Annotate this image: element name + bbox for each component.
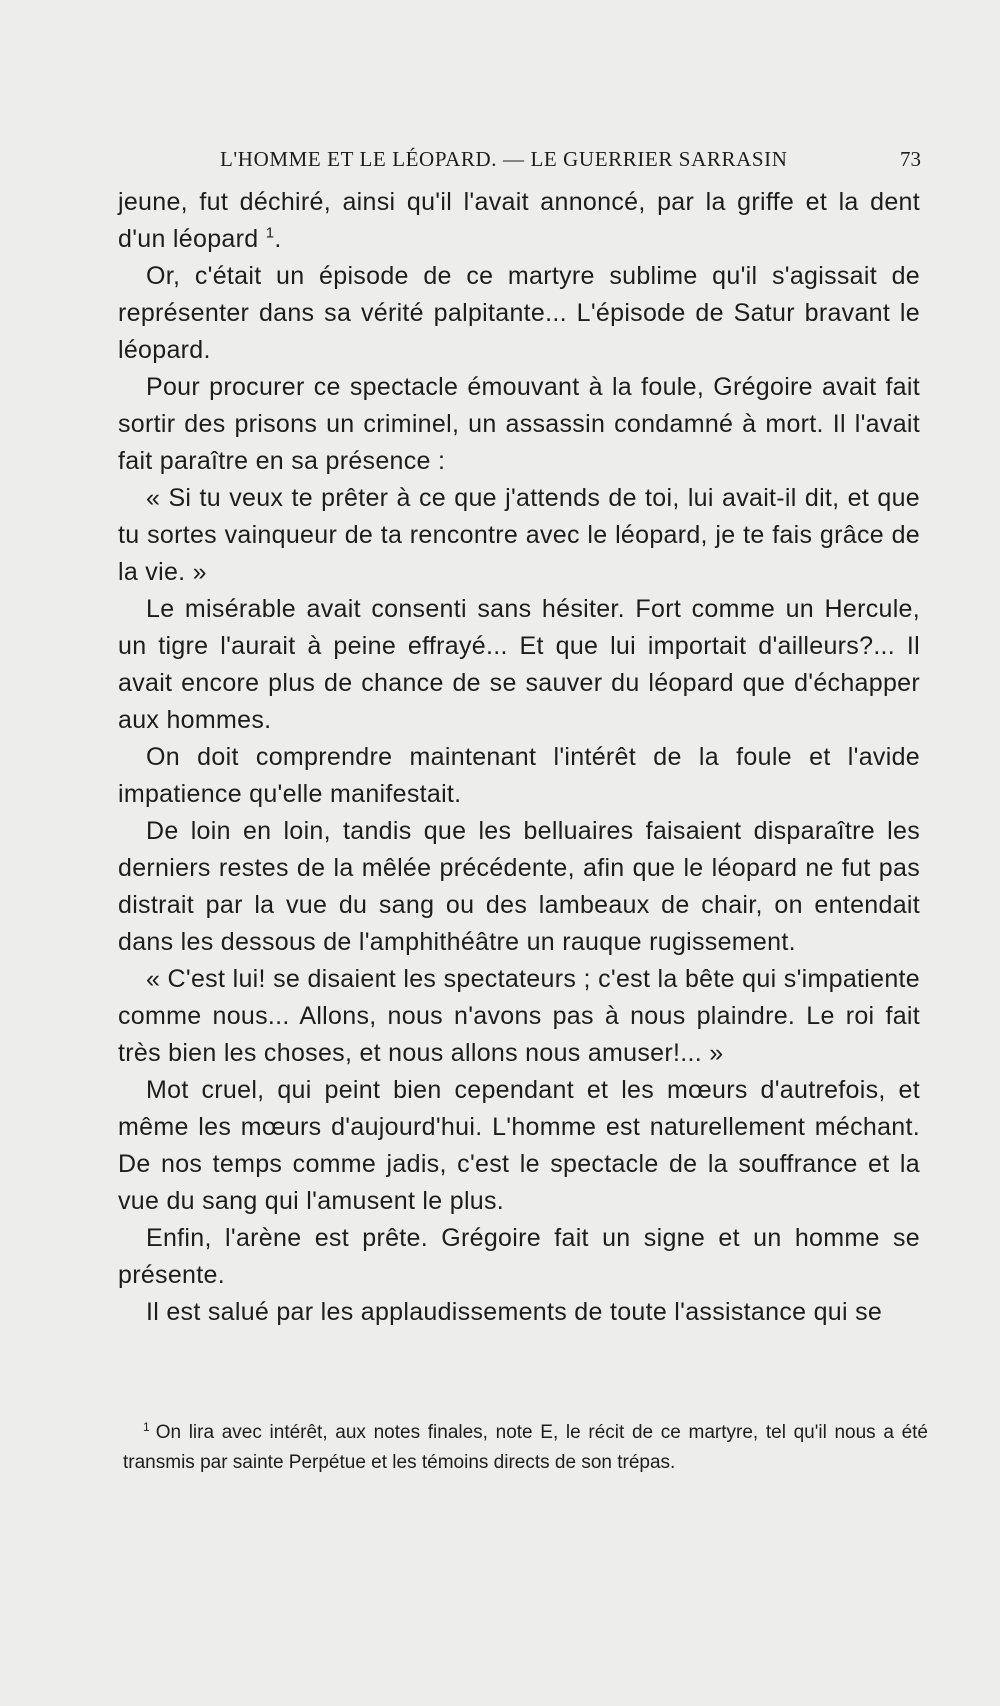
paragraph-continued (118, 184, 920, 258)
page-number: 73 (900, 147, 921, 171)
paragraph: De loin en loin, tandis que les belluaires faisaient disparaître les derniers restes de la mêlée précédente, afin que le léopard ne fut pas distrait par la vue du sang ou des lambeaux de chair, on entendait dans les dessous de l'amphithéâtre un rauque rugissement. (118, 817, 920, 956)
footnote-mark: 1 (143, 1419, 150, 1434)
paragraph: Enfin, l'arène est prête. Grégoire fait un signe et un homme se présente. (118, 1224, 920, 1289)
body-text (118, 184, 920, 1331)
paragraph: Or, c'était un épisode de ce martyre sublime qu'il s'agissait de représenter dans sa vérité palpitante... L'épisode de Satur bravant le léopard. (118, 262, 920, 364)
paragraph-text: jeune, fut déchiré, ainsi qu'il l'avait annoncé, par la griffe et la dent d'un léopard (118, 188, 920, 253)
paragraph: Le misérable avait consenti sans hésiter. Fort comme un Hercule, un tigre l'aurait à peine effrayé... Et que lui importait d'ailleurs?... Il avait encore plus de chance de se sauver du léopard que d'échapper aux hommes. (118, 595, 920, 734)
footnote-reference[interactable]: 1 (265, 224, 275, 242)
running-title: L'HOMME ET LE LÉOPARD. — LE GUERRIER SARRASIN (220, 147, 788, 171)
footnote (123, 1418, 928, 1478)
running-head (0, 142, 1000, 176)
paragraph: Pour procurer ce spectacle émouvant à la foule, Grégoire avait fait sortir des prisons un criminel, un assassin condamné à mort. Il l'avait fait paraître en sa présence : (118, 373, 920, 475)
paragraph: Mot cruel, qui peint bien cependant et les mœurs d'autrefois, et même les mœurs d'aujourd'hui. L'homme est naturellement méchant. De nos temps comme jadis, c'est le spectacle de la souffrance et la vue du sang qui l'amusent le plus. (118, 1076, 920, 1215)
footnote-text: On lira avec intérêt, aux notes finales, note E, le récit de ce martyre, tel qu'il nous a été transmis par sainte Perpétue et les témoins directs de son trépas. (123, 1422, 928, 1473)
paragraph: On doit comprendre maintenant l'intérêt de la foule et l'avide impatience qu'elle manifestait. (118, 743, 920, 808)
paragraph: « Si tu veux te prêter à ce que j'attends de toi, lui avait-il dit, et que tu sortes vainqueur de ta rencontre avec le léopard, je te fais grâce de la vie. » (118, 484, 920, 586)
paragraph: « C'est lui! se disaient les spectateurs ; c'est la bête qui s'impatiente comme nous... Allons, nous n'avons pas à nous plaindre. Le roi fait très bien les choses, et nous allons nous amuser!... » (118, 965, 920, 1067)
paragraph: Il est salué par les applaudissements de toute l'assistance qui se (146, 1298, 883, 1326)
paragraph-tail: . (274, 225, 282, 253)
